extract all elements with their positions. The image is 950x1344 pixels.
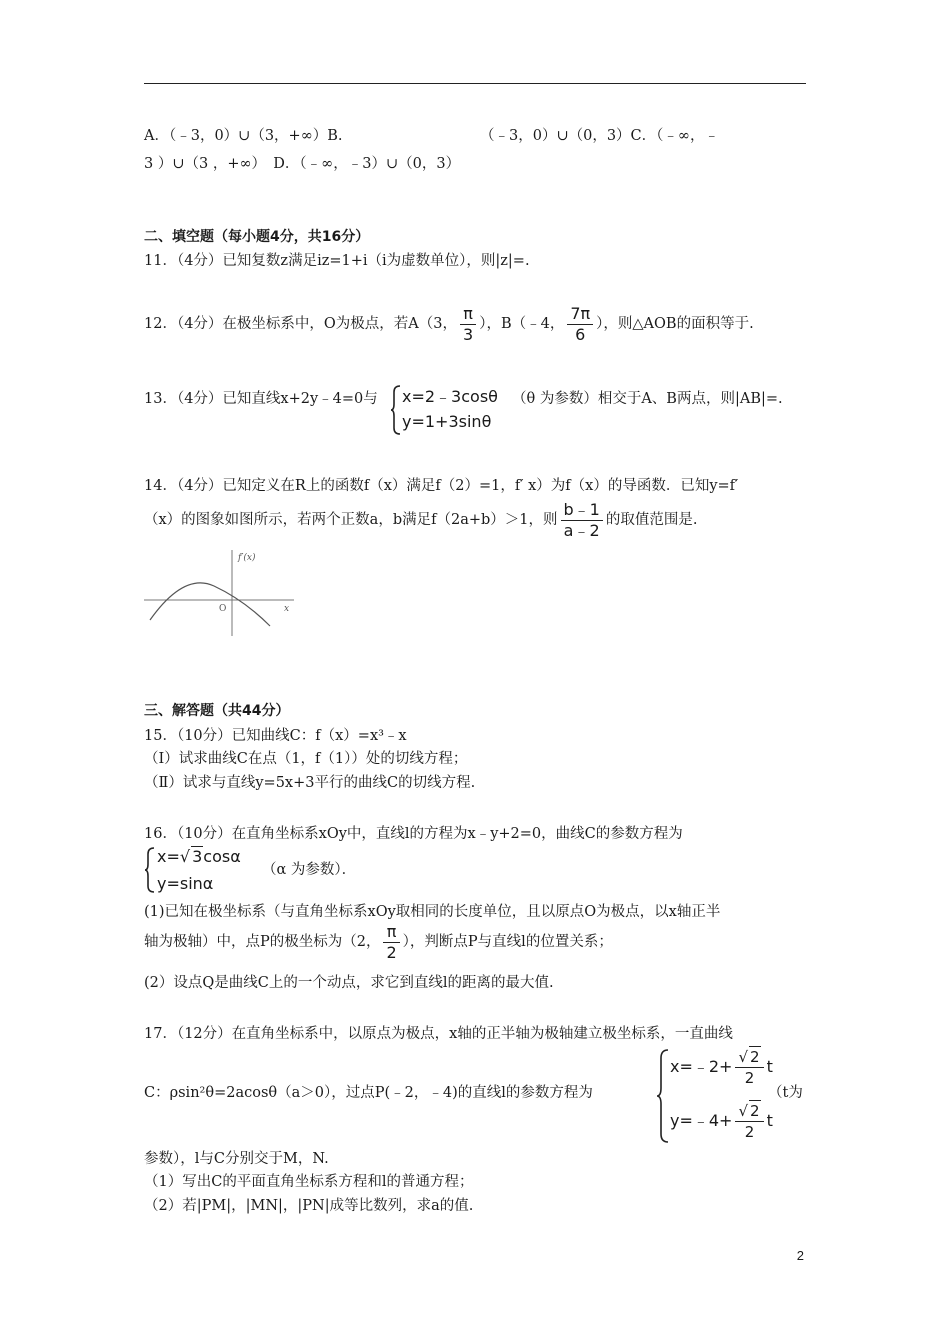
- page-number: 2: [796, 1248, 804, 1263]
- choices-line-1: [144, 126, 719, 146]
- question-17-line-4: （1）写出C的平面直角坐标系方程和l的普通方程；: [144, 1174, 474, 1190]
- q13-eq-y: y=1+3sinθ: [402, 412, 492, 431]
- question-13-lead: 13．（4分）已知直线x+2y﹣4=0与: [144, 391, 378, 407]
- question-17-line-5: （2）若|PM|，|MN|，|PN|成等比数列，求a的值.: [144, 1198, 474, 1214]
- question-17-line-3: 参数），l与C分别交于M，N.: [144, 1151, 329, 1167]
- header-rule: [144, 83, 806, 84]
- question-15-line-2: （Ⅰ）试求曲线C在点（1，f（1））处的切线方程；: [144, 751, 468, 767]
- question-14-line-2: （x）的图象如图所示，若两个正数a，b满足f（2a+b）＞1，则 $\frac{b﹣1}{a﹣2}$ 的取值范围是.: [144, 499, 698, 540]
- question-16-line-5: (2）设点Q是曲线C上的一个动点，求它到直线l的距离的最大值.: [144, 975, 554, 991]
- choices-b-c: （﹣3，0）∪（0，3）C．（﹣∞，﹣: [480, 128, 719, 144]
- question-14-line-1: 14．（4分）已知定义在R上的函数f（x）满足f（2）=1，f′ x）为f（x）的导函数．已知y=f′: [144, 478, 739, 494]
- question-17-line-1: 17．（12分）在直角坐标系中，以原点为极点，x轴的正半轴为极轴建立极坐标系，一直曲线: [144, 1026, 733, 1042]
- q17-eq-x: x=﹣2+ $\frac{√ 2}{2}$ t: [670, 1048, 773, 1087]
- section-3-title: 三、解答题（共44分）: [144, 703, 290, 719]
- graph-y-label: f′(x): [238, 553, 256, 563]
- question-16-line-3: (1)已知在极坐标系（与直角坐标系xOy取相同的长度单位，且以原点O为极点，以x轴正半: [144, 904, 721, 920]
- question-15-line-1: 15．（10分）已知曲线C：f（x）=x³﹣x: [144, 728, 407, 744]
- fraction-b1-over-a2: $\frac{b﹣1}{a﹣2}$: [561, 500, 603, 541]
- q16-eq-y: y=sinα: [157, 874, 214, 893]
- section-2-title: 二、填空题（每小题4分，共16分）: [144, 229, 370, 245]
- choices-line-2: 3 ）∪（3 ，+∞） D．（﹣∞，﹣3）∪（0，3）: [144, 156, 461, 172]
- question-13-tail: （θ 为参数）相交于A、B两点，则|AB|=.: [512, 391, 783, 407]
- graph-origin-label: O: [219, 604, 227, 614]
- fraction-7pi-over-6: $\frac{7\pi}{6}$: [567, 304, 593, 345]
- question-12: 12．（4分）在极坐标系中，O为极点，若A（3， $\frac{\pi}{3}$ ），B（﹣4， $\frac{7\pi}{6}$ ），则△AOB的面积等于.: [144, 303, 754, 344]
- fraction-pi-over-3: $\frac{\pi}{3}$: [460, 304, 476, 345]
- left-brace-icon: [390, 384, 402, 436]
- derivative-graph: [144, 548, 304, 640]
- q16-param-note: （α 为参数）．: [262, 862, 357, 878]
- q16-eq-x: x=√ 3cosα: [157, 847, 241, 866]
- question-11: 11．（4分）已知复数z满足iz=1+i（i为虚数单位），则|z|=.: [144, 253, 530, 269]
- q17-eq-y: y=﹣4+ $\frac{√ 2}{2}$ t: [670, 1102, 773, 1141]
- graph-x-label: x: [284, 604, 290, 614]
- derivative-curve: [150, 583, 270, 626]
- left-brace-icon: [144, 846, 156, 894]
- q17-t-param-note: （t为: [768, 1085, 803, 1101]
- choices-a-b: A．（﹣3，0）∪（3，+∞）B.: [144, 128, 343, 144]
- left-brace-icon: [656, 1048, 670, 1144]
- question-16-line-4: 轴为极轴）中，点P的极坐标为（2， $\frac{\pi}{2}$ ），判断点P与直线l的位置关系；: [144, 921, 613, 962]
- question-17-line-2: C：ρsin²θ=2acosθ（a＞0），过点P(﹣2，﹣4)的直线l的参数方程为: [144, 1085, 593, 1101]
- q13-eq-x: x=2﹣3cosθ: [402, 387, 498, 406]
- question-15-line-3: （Ⅱ）试求与直线y=5x+3平行的曲线C的切线方程.: [144, 775, 476, 791]
- fraction-pi-over-2: $\frac{\pi}{2}$: [383, 922, 399, 963]
- question-16-line-1: 16．（10分）在直角坐标系xOy中，直线l的方程为x﹣y+2=0，曲线C的参数方程为: [144, 826, 683, 842]
